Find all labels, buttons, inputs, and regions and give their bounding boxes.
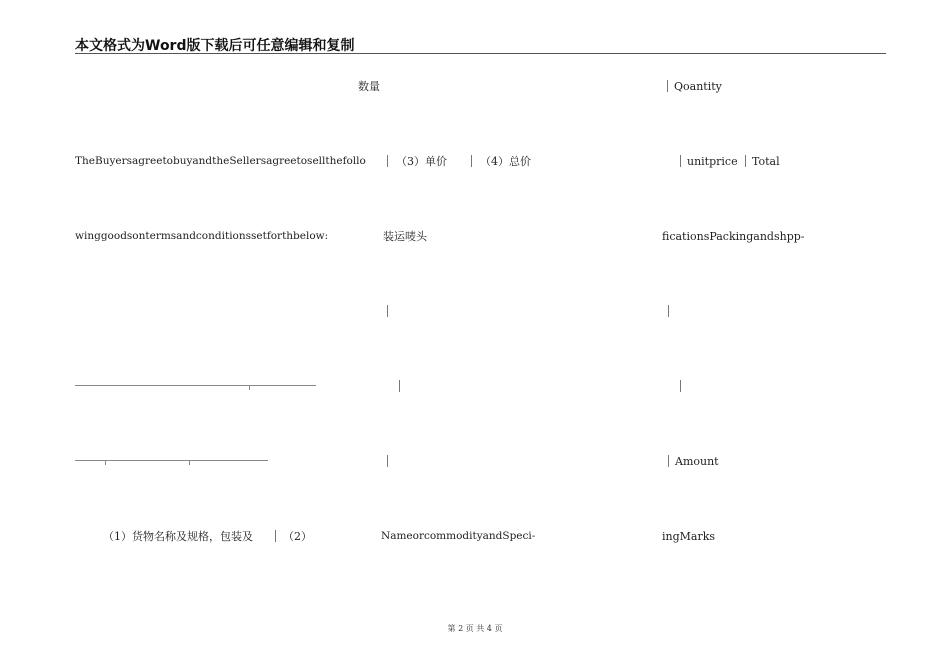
total-en: Total <box>752 155 780 168</box>
column-divider <box>745 155 746 167</box>
horizontal-rule <box>75 385 316 386</box>
column-divider <box>668 455 669 467</box>
quantity-en: Qoantity <box>674 80 722 93</box>
column-divider <box>680 155 681 167</box>
column-divider <box>387 455 388 467</box>
column-divider <box>387 155 388 167</box>
header-title: 本文格式为Word版下载后可任意编辑和复制 <box>75 38 355 54</box>
column-divider <box>275 530 276 542</box>
intro-line-2: winggoodsontermsandconditionssetforthbelow: <box>75 230 329 242</box>
goods-name-cn: （1）货物名称及规格，包装及 <box>103 530 253 543</box>
total-price-cn: （4）总价 <box>480 155 531 168</box>
page-footer: 第 2 页 共 4 页 <box>447 624 503 633</box>
column-divider <box>668 305 669 317</box>
column-divider <box>667 80 668 92</box>
rule-tick <box>189 460 190 465</box>
name-commodity-en: NameorcommodityandSpeci- <box>381 530 536 542</box>
horizontal-rule <box>75 460 268 461</box>
rule-tick <box>105 460 106 465</box>
amount-en: Amount <box>675 455 719 468</box>
intro-line-1: TheBuyersagreetobuyandtheSellersagreetosellthefollo <box>75 155 366 167</box>
column-divider <box>471 155 472 167</box>
quantity-cn: 数量 <box>358 80 380 93</box>
column-2-cn: （2） <box>283 530 312 543</box>
unit-price-en: unitprice <box>687 155 738 168</box>
column-divider <box>387 305 388 317</box>
rule-tick <box>249 385 250 390</box>
marks-en: ingMarks <box>662 530 716 543</box>
page-header <box>75 34 886 54</box>
specs-packing-en: ficationsPackingandshpp- <box>662 230 805 243</box>
shipping-mark-cn: 装运唛头 <box>383 230 427 243</box>
column-divider <box>399 380 400 392</box>
column-divider <box>680 380 681 392</box>
unit-price-cn: （3）单价 <box>396 155 447 168</box>
